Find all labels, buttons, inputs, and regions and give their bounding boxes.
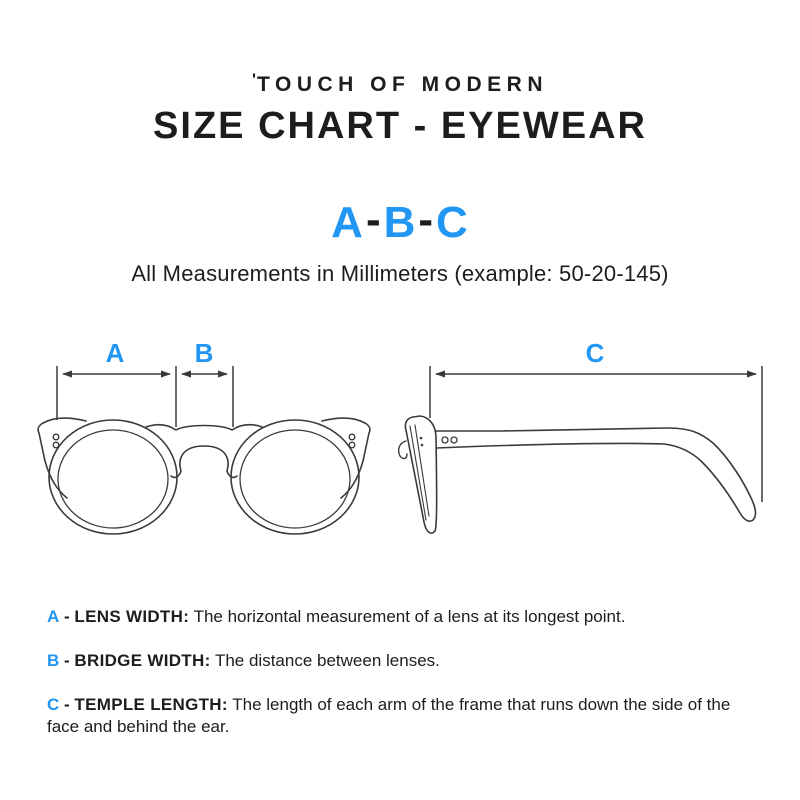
logo-tick-mark: ' <box>252 70 258 89</box>
glasses-front-drawing <box>38 418 370 534</box>
definition-letter: C <box>47 695 60 714</box>
dim-label-b: B <box>194 338 214 368</box>
right-lens-outer-rim <box>231 420 359 534</box>
definition-description: The horizontal measurement of a lens at its longest point. <box>193 607 626 626</box>
definition-term: LENS WIDTH: <box>74 607 190 626</box>
right-rivet-top-icon <box>349 434 355 440</box>
frame-top-edge <box>146 425 262 430</box>
definition-letter: A <box>47 607 60 626</box>
right-lens-inner-line <box>240 430 350 528</box>
dim-label-a: A <box>105 338 125 368</box>
abc-separator: - <box>418 195 435 244</box>
frame-side-profile <box>405 416 436 533</box>
abc-letter-b: B <box>383 198 417 247</box>
dim-label-c: C <box>585 338 605 368</box>
left-end-piece <box>38 418 86 498</box>
temple-rivet-left-icon <box>442 437 448 443</box>
right-rivet-bottom-icon <box>349 442 355 448</box>
measurement-units-note: All Measurements in Millimeters (example: 50-20-145) <box>131 261 669 286</box>
definition-lens-width: A - LENS WIDTH: The horizontal measurement of a lens at its longest point. <box>47 607 626 626</box>
left-rivet-bottom-icon <box>53 442 59 448</box>
abc-letter-a: A <box>331 198 364 247</box>
measurement-definitions <box>47 606 761 760</box>
glasses-diagram <box>0 330 800 580</box>
abc-letter-c: C <box>436 198 469 247</box>
abc-measurement-format <box>0 195 800 248</box>
brand-logo <box>0 70 800 97</box>
left-lens-outer-rim <box>49 420 177 534</box>
keyhole-bridge <box>171 446 237 477</box>
right-end-piece <box>322 418 370 498</box>
temple-rivet-right-icon <box>451 437 457 443</box>
glasses-side-drawing <box>399 416 756 533</box>
logo-text: TOUCH OF MODERN <box>257 73 548 96</box>
hinge-dot-bottom-icon <box>421 444 424 447</box>
definition-term: TEMPLE LENGTH: <box>74 695 228 714</box>
abc-separator: - <box>365 195 382 244</box>
definition-letter: B <box>47 651 60 670</box>
definition-term: BRIDGE WIDTH: <box>74 651 211 670</box>
hinge-dot-top-icon <box>420 437 423 440</box>
definition-bridge-width: B - BRIDGE WIDTH: The distance between lenses. <box>47 651 440 670</box>
temple-arm <box>433 428 756 521</box>
nose-pad-bump <box>399 441 407 458</box>
left-lens-inner-line <box>58 430 168 528</box>
page-title: SIZE CHART - EYEWEAR <box>153 105 647 147</box>
definition-temple-length: C - TEMPLE LENGTH: The length of each arm of the frame that runs down the side of the face and behind the ear. <box>47 695 731 736</box>
definition-description: The length of each arm of the frame that runs down the side of the face and behind the ear. <box>47 695 731 736</box>
left-rivet-top-icon <box>53 434 59 440</box>
definition-description: The distance between lenses. <box>214 651 440 670</box>
